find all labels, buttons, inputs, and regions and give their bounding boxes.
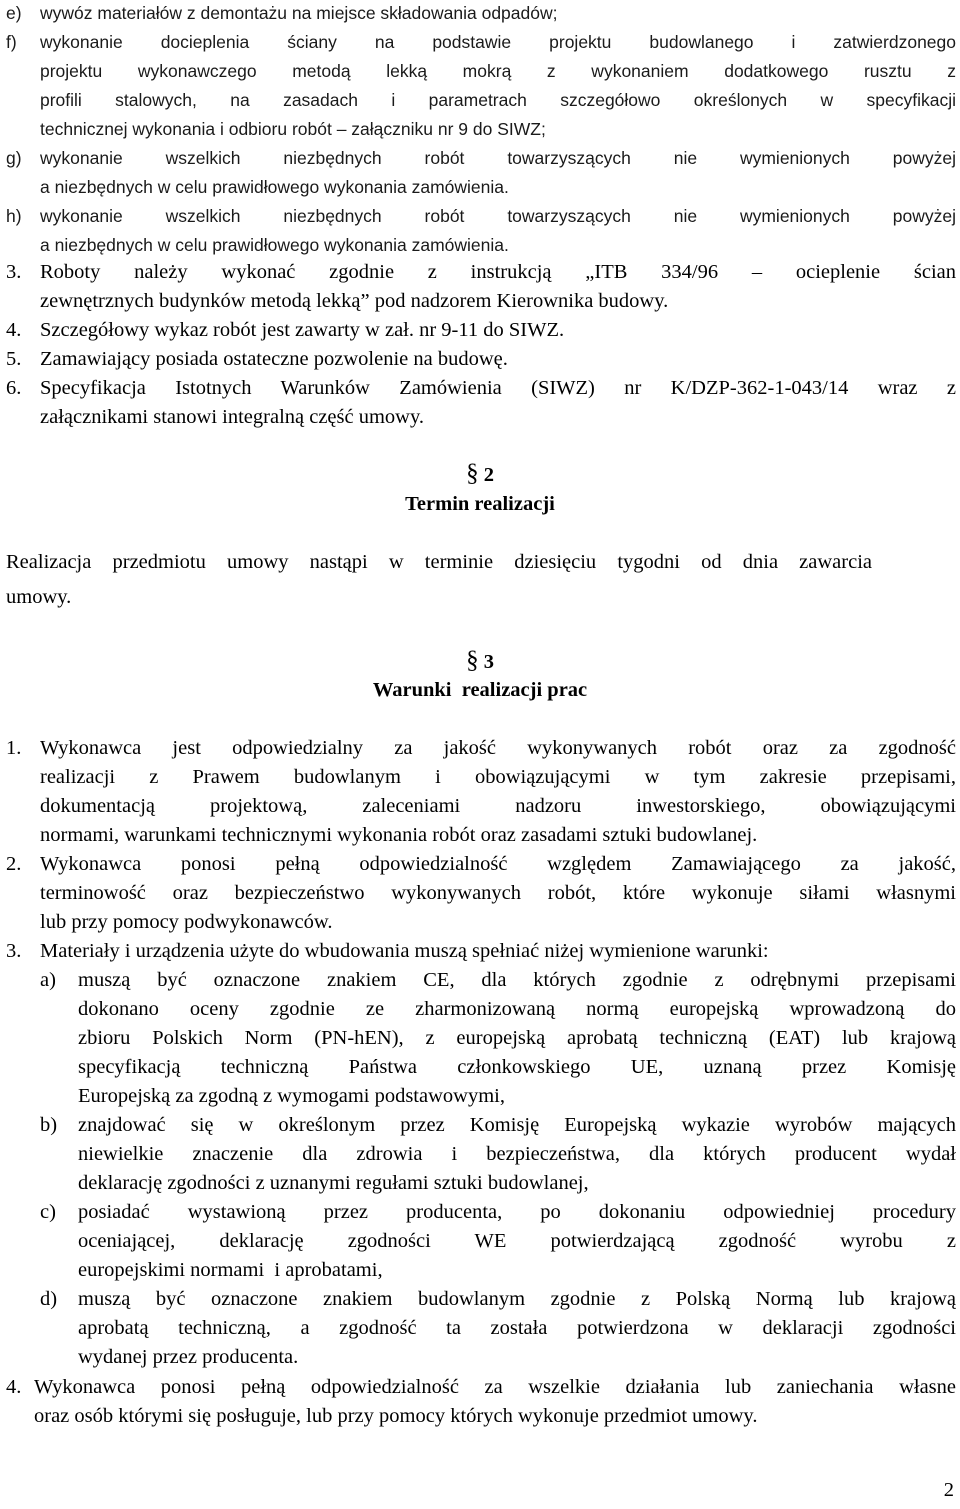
item-number: 4. [6, 1376, 22, 1398]
sub-text: deklarację zgodności z uznanymi regułami sztuki budowlanej, [78, 1172, 589, 1194]
page-number: 2 [943, 1479, 954, 1501]
list-text: technicznej wykonania i odbioru robót – załączniku nr 9 do SIWZ; [40, 119, 546, 139]
sub-text: europejskimi normami i aprobatami, [78, 1259, 383, 1281]
list-item-e [0, 0, 960, 28]
list-item-f [0, 28, 960, 57]
section-3-title: Warunki realizacji prac [372, 679, 588, 701]
item-line [0, 287, 960, 316]
sub-line [0, 1227, 960, 1256]
list-line [0, 57, 960, 86]
sub-line [0, 1343, 960, 1372]
item-text: lub przy pomocy podwykonawców. [40, 911, 333, 933]
sub-item-b [0, 1111, 960, 1140]
section-number: 3 [483, 651, 494, 673]
list-line [0, 115, 960, 144]
item-number: 1. [6, 737, 22, 759]
item-number: 3. [6, 940, 22, 962]
section-2-title: Termin realizacji [405, 493, 555, 515]
list-text: wykonanie wszelkich niezbędnych robót towarzyszących nie wymienionych powyżej [40, 206, 956, 226]
item-text: Szczegółowy wykaz robót jest zawarty w zał. nr 9-11 do SIWZ. [40, 319, 565, 341]
section-number: 2 [483, 464, 494, 486]
sub-item-a [0, 966, 960, 995]
item-text: Specyfikacja Istotnych Warunków Zamówienia (SIWZ) nr K/DZP-362-1-043/14 wraz z [40, 377, 956, 399]
list-text: wykonanie wszelkich niezbędnych robót towarzyszących nie wymienionych powyżej [40, 148, 956, 168]
item-text: Zamawiający posiada ostateczne pozwolenie na budowę. [40, 348, 508, 370]
sub-line [0, 1314, 960, 1343]
item-number: 4. [6, 319, 22, 341]
item-line [0, 879, 960, 908]
section-sign: § [466, 647, 479, 674]
item-text: terminowość oraz bezpieczeństwo wykonywanych robót, które wykonuje siłami własnymi [40, 882, 956, 904]
item-text: dokumentacją projektową, zaleceniami nadzoru inwestorskiego, obowiązującymi [40, 795, 956, 817]
item-line [0, 908, 960, 937]
list-label: f) [6, 32, 17, 52]
list-text: a niezbędnych w celu prawidłowego wykonania zamówienia. [40, 235, 509, 255]
item-line [0, 792, 960, 821]
item-number: 2. [6, 853, 22, 875]
numbered-item-2 [0, 850, 960, 879]
numbered-item-4 [0, 316, 960, 345]
item-text: Roboty należy wykonać zgodnie z instrukcją „ITB 334/96 – ocieplenie ścian [40, 261, 956, 283]
list-label: g) [6, 148, 22, 168]
sub-text: aprobatą techniczną, a zgodność ta została potwierdzona w deklaracji zgodności [78, 1317, 956, 1339]
item-text: zewnętrznych budynków metodą lekką” pod nadzorem Kierownika budowy. [40, 290, 669, 312]
list-text: projektu wykonawczego metodą lekką mokrą z wykonaniem dodatkowego rusztu z [40, 61, 956, 81]
item-line [0, 763, 960, 792]
section-2-heading [0, 457, 960, 491]
sub-label: c) [40, 1201, 56, 1223]
sub-item-d [0, 1285, 960, 1314]
numbered-item-3 [0, 937, 960, 966]
sub-text: Europejską za zgodną z wymogami podstawowymi, [78, 1085, 505, 1107]
list-text: profili stalowych, na zasadach i parametrach szczegółowo określonych w specyfikacji [40, 90, 956, 110]
section-2-paragraph [0, 548, 960, 577]
sub-line [0, 1140, 960, 1169]
numbered-item-5 [0, 345, 960, 374]
sub-line [0, 995, 960, 1024]
item-text: Wykonawca ponosi pełną odpowiedzialność względem Zamawiającego za jakość, [40, 853, 956, 875]
sub-line [0, 1053, 960, 1082]
list-item-h [0, 202, 960, 231]
list-line [0, 231, 960, 260]
sub-text: muszą być oznaczone znakiem budowlanym zgodnie z Polską Normą lub krajową [78, 1288, 956, 1310]
sub-label: d) [40, 1288, 58, 1310]
list-label: e) [6, 3, 22, 23]
sub-text: muszą być oznaczone znakiem CE, dla których zgodnie z odrębnymi przepisami [78, 969, 956, 991]
numbered-item-4 [0, 1373, 960, 1402]
numbered-item-1 [0, 734, 960, 763]
sub-text: niewielkie znaczenie dla zdrowia i bezpieczeństwa, dla których producent wydał [78, 1143, 956, 1165]
item-text: Materiały i urządzenia użyte do wbudowania muszą spełniać niżej wymienione warunki: [40, 940, 769, 962]
sub-line [0, 1256, 960, 1285]
sub-text: specyfikacją techniczną Państwa członkowskiego UE, uznaną przez Komisję [78, 1056, 956, 1078]
item-number: 5. [6, 348, 22, 370]
list-text: wywóz materiałów z demontażu na miejsce składowania odpadów; [40, 3, 558, 23]
list-text: a niezbędnych w celu prawidłowego wykonania zamówienia. [40, 177, 509, 197]
item-number: 3. [6, 261, 22, 283]
item-text: Wykonawca jest odpowiedzialny za jakość wykonywanych robót oraz za zgodność [40, 737, 956, 759]
section-3-heading [0, 644, 960, 678]
item-line [0, 821, 960, 850]
list-text: wykonanie docieplenia ściany na podstawie projektu budowlanego i zatwierdzonego [40, 32, 956, 52]
sub-item-c [0, 1198, 960, 1227]
sub-line [0, 1082, 960, 1111]
sub-text: zbioru Polskich Norm (PN-hEN), z europejską aprobatą techniczną (EAT) lub krajową [78, 1027, 956, 1049]
list-label: h) [6, 206, 22, 226]
item-text: realizacji z Prawem budowlanym i obowiązującymi w tym zakresie przepisami, [40, 766, 956, 788]
list-line [0, 86, 960, 115]
list-item-g [0, 144, 960, 173]
item-text: oraz osób którymi się posługuje, lub przy pomocy których wykonuje przedmiot umowy. [34, 1405, 758, 1427]
paragraph-line [0, 583, 960, 612]
list-line [0, 173, 960, 202]
item-text: załącznikami stanowi integralną część umowy. [40, 406, 425, 428]
sub-text: dokonano oceny zgodnie ze zharmonizowaną normą europejską wprowadzoną do [78, 998, 956, 1020]
item-line [0, 1402, 960, 1431]
sub-line [0, 1169, 960, 1198]
sub-text: znajdować się w określonym przez Komisję Europejską wykazie wyrobów mających [78, 1114, 956, 1136]
paragraph-text: umowy. [6, 586, 72, 608]
item-line [0, 403, 960, 432]
item-number: 6. [6, 377, 22, 399]
numbered-item-3 [0, 258, 960, 287]
sub-text: oceniającej, deklarację zgodności WE potwierdzającą zgodność wyrobu z [78, 1230, 956, 1252]
sub-text: posiadać wystawioną przez producenta, po dokonaniu odpowiedniej procedury [78, 1201, 956, 1223]
section-sign: § [466, 460, 479, 487]
paragraph-text: Realizacja przedmiotu umowy nastąpi w terminie dziesięciu tygodni od dnia zawarcia [6, 551, 872, 573]
sub-text: wydanej przez producenta. [78, 1346, 299, 1368]
sub-label: b) [40, 1114, 58, 1136]
sub-line [0, 1024, 960, 1053]
sub-label: a) [40, 969, 56, 991]
item-text: Wykonawca ponosi pełną odpowiedzialność za wszelkie działania lub zaniechania własne [34, 1376, 956, 1398]
numbered-item-6 [0, 374, 960, 403]
page-number-row [0, 1476, 960, 1505]
item-text: normami, warunkami technicznymi wykonania robót oraz zasadami sztuki budowlanej. [40, 824, 758, 846]
